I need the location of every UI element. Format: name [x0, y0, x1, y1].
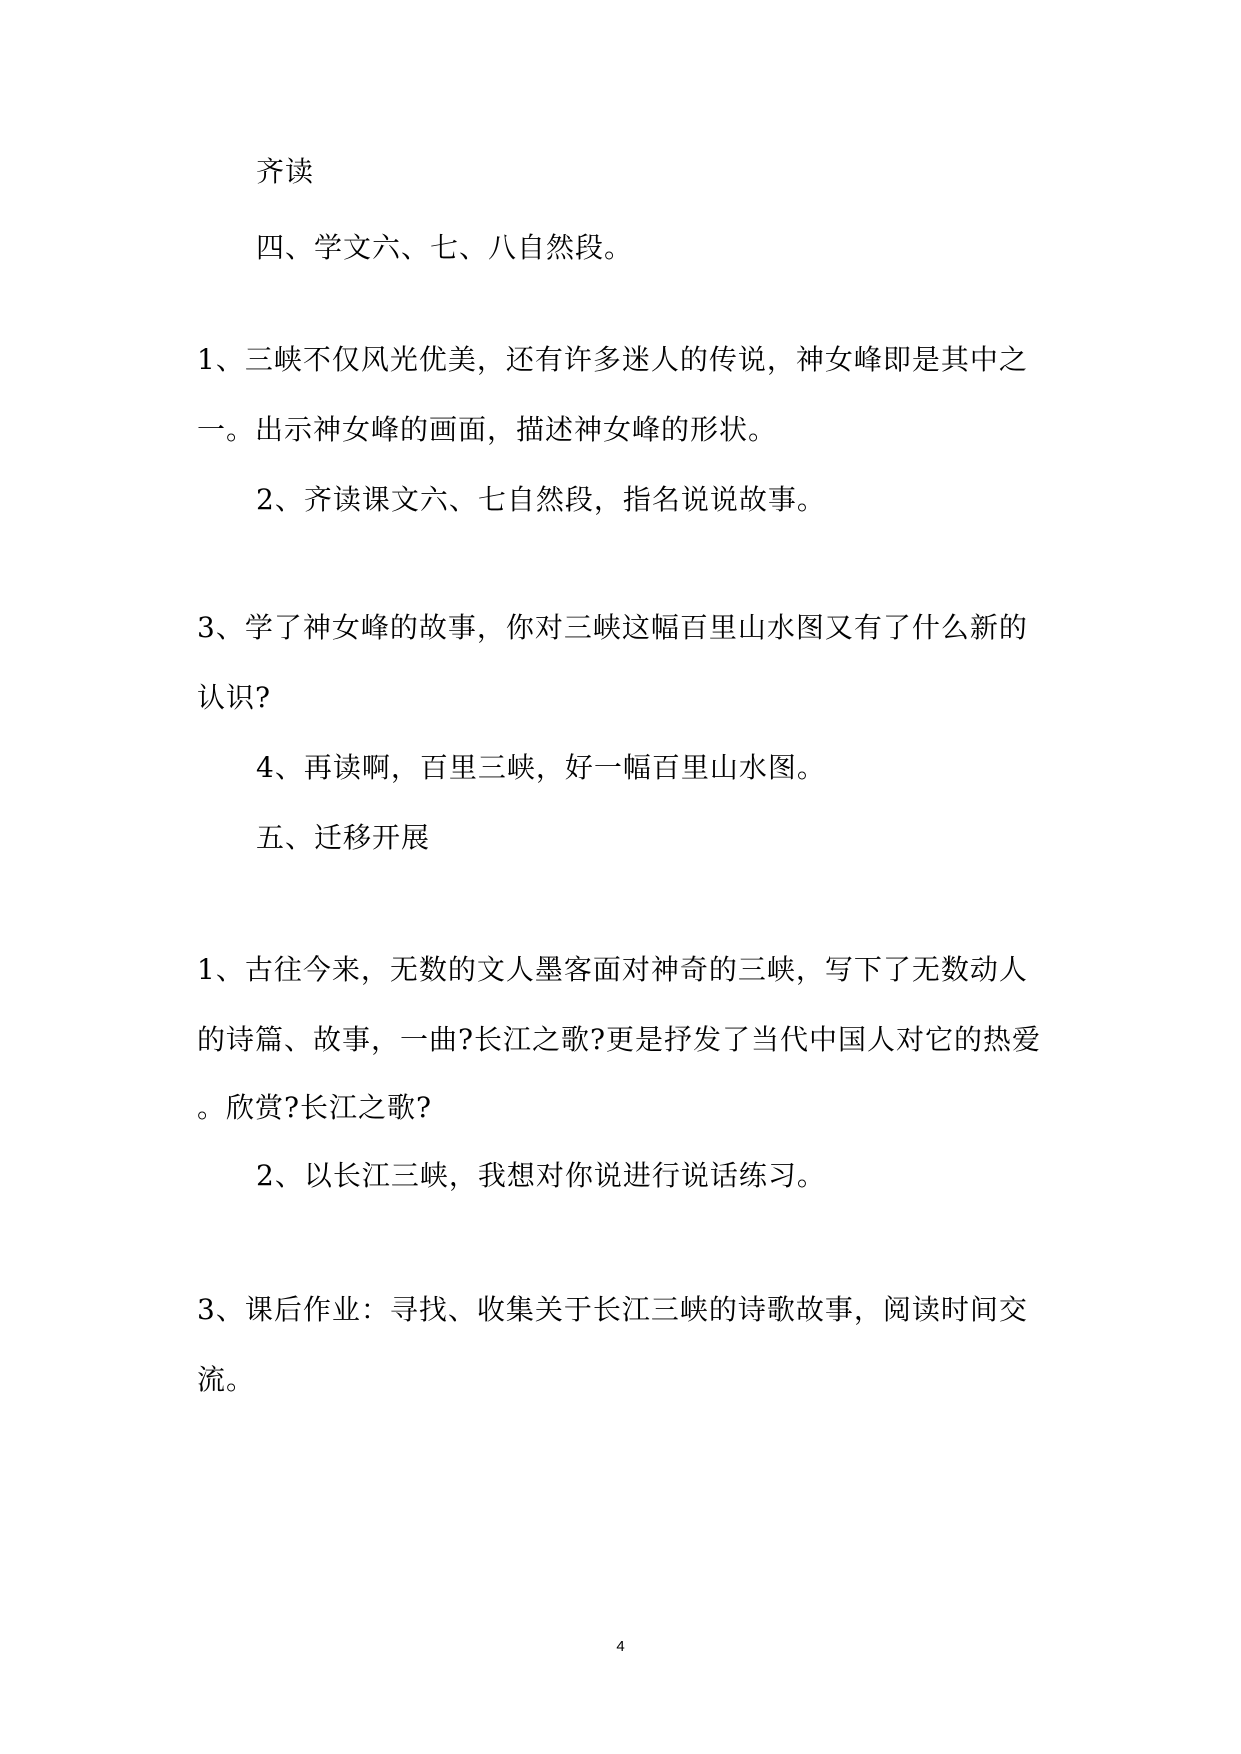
item-2: 2、齐读课文六、七自然段，指名说说故事。 — [256, 483, 826, 516]
page-number: 4 — [616, 1638, 625, 1655]
section-five-item-2: 2、以长江三峡，我想对你说进行说话练习。 — [256, 1159, 826, 1192]
item-1-line-2: 一。出示神女峰的画面，描述神女峰的形状。 — [197, 413, 778, 446]
section-five-heading: 五、迁移开展 — [256, 821, 431, 854]
section-five-item-3-line-2: 流。 — [197, 1363, 256, 1396]
item-4: 4、再读啊，百里三峡，好一幅百里山水图。 — [256, 751, 826, 784]
item-3-line-1: 3、学了神女峰的故事，你对三峡这幅百里山水图又有了什么新的 — [197, 611, 1028, 644]
section-five-item-1-line-1: 1、古往今来，无数的文人墨客面对神奇的三峡，写下了无数动人 — [197, 953, 1028, 986]
item-3-line-2: 认识? — [197, 681, 272, 714]
section-five-item-3-line-1: 3、课后作业：寻找、收集关于长江三峡的诗歌故事，阅读时间交 — [197, 1293, 1028, 1326]
section-five-item-1-line-3: 。欣赏?长江之歌? — [197, 1091, 433, 1124]
section-five-item-1-line-2: 的诗篇、故事，一曲?长江之歌?更是抒发了当代中国人对它的热爱 — [197, 1023, 1042, 1056]
item-1-line-1: 1、三峡不仅风光优美，还有许多迷人的传说，神女峰即是其中之 — [197, 343, 1028, 376]
line-qidu: 齐读 — [256, 155, 315, 188]
section-four-heading: 四、学文六、七、八自然段。 — [256, 231, 634, 264]
